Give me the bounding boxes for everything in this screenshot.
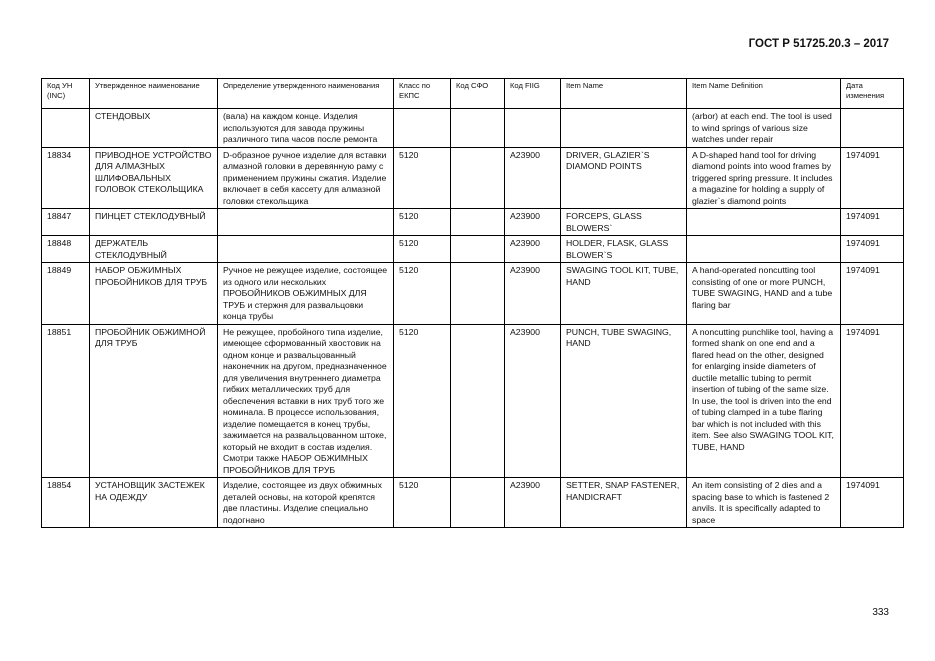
- cell-date: 1974091: [841, 324, 904, 478]
- cell-date: 1974091: [841, 478, 904, 528]
- cell-name: ДЕРЖАТЕЛЬ СТЕКЛОДУВНЫЙ: [90, 236, 218, 263]
- cell-sfo: [451, 236, 505, 263]
- cell-item-definition: [687, 236, 841, 263]
- cell-item-definition: An item consisting of 2 dies and a spacing base to which is fastened 2 anvils. It is specifically adapted to space: [687, 478, 841, 528]
- cell-sfo: [451, 109, 505, 148]
- cell-definition: D-образное ручное изделие для вставки алмазной головки в деревянную раму с применением пружины сжатия. Изделие включает в себя кассету для алмазной головки стекольщика: [218, 147, 394, 209]
- cell-item-definition: A D-shaped hand tool for driving diamond points into wood frames by triggered spring pressure. It includes a magazine for holding a supply of glazier`s diamond points: [687, 147, 841, 209]
- table-row: [42, 263, 904, 325]
- cell-definition: Ручное не режущее изделие, состоящее из одного или нескольких ПРОБОЙНИКОВ ОБЖИМНЫХ ДЛЯ ТРУБ и стержня для развальцовки конца трубы: [218, 263, 394, 325]
- cell-ekps: 5120: [394, 147, 451, 209]
- cell-fiig: A23900: [505, 147, 561, 209]
- column-header-sfo: Код СФО: [451, 79, 505, 109]
- cell-name: ПРИВОДНОЕ УСТРОЙСТВО ДЛЯ АЛМАЗНЫХ ШЛИФОВАЛЬНЫХ ГОЛОВОК СТЕКОЛЬЩИКА: [90, 147, 218, 209]
- table-row: [42, 478, 904, 528]
- table-row: [42, 147, 904, 209]
- cell-date: 1974091: [841, 263, 904, 325]
- cell-date: 1974091: [841, 147, 904, 209]
- cell-ekps: 5120: [394, 478, 451, 528]
- cell-name: УСТАНОВЩИК ЗАСТЕЖЕК НА ОДЕЖДУ: [90, 478, 218, 528]
- cell-inc: 18847: [42, 209, 90, 236]
- cell-inc: 18834: [42, 147, 90, 209]
- cell-fiig: A23900: [505, 209, 561, 236]
- cell-name: ПРОБОЙНИК ОБЖИМНОЙ ДЛЯ ТРУБ: [90, 324, 218, 478]
- cell-inc: [42, 109, 90, 148]
- cell-item-definition: A noncutting punchlike tool, having a formed shank on one end and a flared head on the other, designed for enlarging inside diameters of ductile metallic tubing to permit insertion of tubing of the same size. In use, the tool is driven into the end of tubing clamped in a tube flaring bar which is not included with this item. See also SWAGING TOOL KIT, TUBE, HAND: [687, 324, 841, 478]
- cell-inc: 18848: [42, 236, 90, 263]
- cell-item-name: HOLDER, FLASK, GLASS BLOWER`S: [561, 236, 687, 263]
- cell-fiig: A23900: [505, 324, 561, 478]
- column-header-inc: Код УН (INC): [42, 79, 90, 109]
- table-row: [42, 109, 904, 148]
- cell-inc: 18849: [42, 263, 90, 325]
- table-header-row: [42, 79, 904, 109]
- cell-item-name: DRIVER, GLAZIER`S DIAMOND POINTS: [561, 147, 687, 209]
- page-number: 333: [872, 607, 889, 618]
- cell-item-name: FORCEPS, GLASS BLOWERS`: [561, 209, 687, 236]
- cell-date: [841, 109, 904, 148]
- cell-definition: Не режущее, пробойного типа изделие, имеющее сформованный хвостовик на одном конце и развальцованный наконечник на другом, предназначенное для увеличения внутреннего диаметра гибких металлических труб для обеспечения вставки в них труб того же номинала. В процессе использования, изделие помещается в конец трубы, зажимается на развальцованном штоке, который не входит в состав изделия. Смотри также НАБОР ОБЖИМНЫХ ПРОБОЙНИКОВ ДЛЯ ТРУБ: [218, 324, 394, 478]
- cell-sfo: [451, 209, 505, 236]
- specification-table: [41, 78, 904, 528]
- cell-name: ПИНЦЕТ СТЕКЛОДУВНЫЙ: [90, 209, 218, 236]
- column-header-item-name: Item Name: [561, 79, 687, 109]
- cell-fiig: A23900: [505, 478, 561, 528]
- cell-ekps: 5120: [394, 209, 451, 236]
- cell-fiig: A23900: [505, 236, 561, 263]
- cell-date: 1974091: [841, 209, 904, 236]
- column-header-item-definition: Item Name Definition: [687, 79, 841, 109]
- column-header-definition: Определение утвержденного наименования: [218, 79, 394, 109]
- cell-item-definition: [687, 209, 841, 236]
- document-id: ГОСТ Р 51725.20.3 – 2017: [748, 38, 889, 50]
- column-header-date: Дата изменения: [841, 79, 904, 109]
- cell-definition: [218, 209, 394, 236]
- cell-name: НАБОР ОБЖИМНЫХ ПРОБОЙНИКОВ ДЛЯ ТРУБ: [90, 263, 218, 325]
- column-header-name: Утвержденное наименование: [90, 79, 218, 109]
- cell-sfo: [451, 324, 505, 478]
- cell-fiig: A23900: [505, 263, 561, 325]
- cell-ekps: 5120: [394, 236, 451, 263]
- cell-sfo: [451, 478, 505, 528]
- column-header-fiig: Код FIIG: [505, 79, 561, 109]
- cell-item-definition: (arbor) at each end. The tool is used to wind springs of various size watches under repair: [687, 109, 841, 148]
- cell-sfo: [451, 147, 505, 209]
- cell-definition: (вала) на каждом конце. Изделия используются для завода пружины различного типа часов после ремонта: [218, 109, 394, 148]
- column-header-ekps: Класс по ЕКПС: [394, 79, 451, 109]
- cell-inc: 18854: [42, 478, 90, 528]
- table-row: [42, 324, 904, 478]
- cell-fiig: [505, 109, 561, 148]
- cell-definition: Изделие, состоящее из двух обжимных деталей основы, на которой крепятся две пластины. Изделие специально подогнано: [218, 478, 394, 528]
- cell-item-name: PUNCH, TUBE SWAGING, HAND: [561, 324, 687, 478]
- cell-inc: 18851: [42, 324, 90, 478]
- cell-item-name: [561, 109, 687, 148]
- table-row: [42, 209, 904, 236]
- cell-ekps: 5120: [394, 263, 451, 325]
- cell-item-definition: A hand-operated noncutting tool consisting of one or more PUNCH, TUBE SWAGING, HAND and a tube flaring bar: [687, 263, 841, 325]
- cell-ekps: [394, 109, 451, 148]
- cell-ekps: 5120: [394, 324, 451, 478]
- cell-item-name: SETTER, SNAP FASTENER, HANDICRAFT: [561, 478, 687, 528]
- cell-date: 1974091: [841, 236, 904, 263]
- cell-sfo: [451, 263, 505, 325]
- cell-item-name: SWAGING TOOL KIT, TUBE, HAND: [561, 263, 687, 325]
- cell-definition: [218, 236, 394, 263]
- cell-name: СТЕНДОВЫХ: [90, 109, 218, 148]
- table-row: [42, 236, 904, 263]
